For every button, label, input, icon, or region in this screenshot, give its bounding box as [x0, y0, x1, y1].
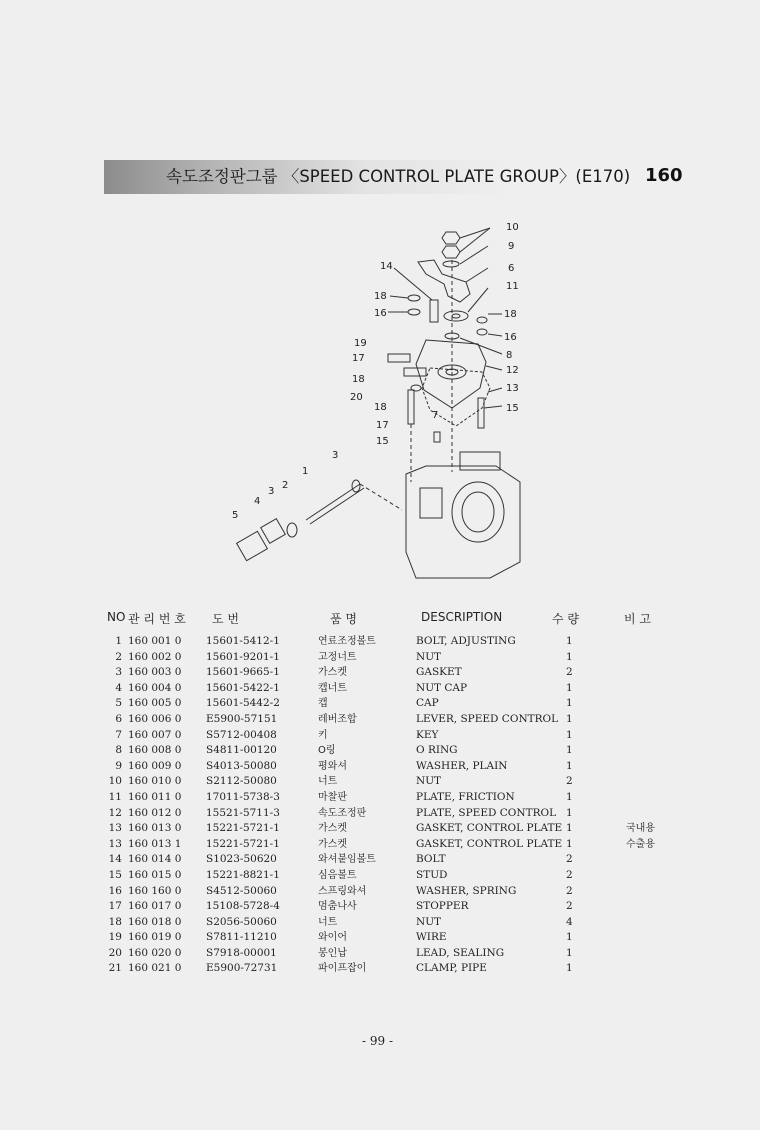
cell-name-kr: 고정너트: [318, 651, 357, 663]
nut-part: [442, 246, 460, 258]
callout: 18: [374, 402, 387, 413]
cell-part-no: 15601-9665-1: [206, 666, 280, 679]
callout: 13: [506, 383, 519, 394]
cell-code: 160 004 0: [128, 681, 182, 694]
cell-code: 160 018 0: [128, 915, 182, 928]
callout: 19: [354, 338, 367, 349]
cell-no: 11: [108, 790, 122, 803]
cell-no: 18: [108, 915, 122, 928]
cell-part-no: S4512-50060: [206, 884, 277, 897]
cell-description: BOLT, ADJUSTING: [416, 635, 516, 647]
header-description: DESCRIPTION: [421, 610, 503, 624]
cell-part-no: 15601-5412-1: [206, 635, 280, 647]
cell-part-no: S5712-00408: [206, 728, 277, 741]
page-title: 속도조정판그룹 〈SPEED CONTROL PLATE GROUP〉(E170): [166, 167, 631, 186]
cell-code: 160 001 0: [128, 635, 182, 647]
cell-quantity: 1: [566, 712, 573, 725]
stud-part: [478, 398, 484, 428]
cell-quantity: 2: [566, 868, 573, 881]
callout: 12: [506, 365, 519, 376]
cell-name-kr: 캡: [318, 698, 328, 710]
callout: 20: [350, 392, 363, 403]
cell-part-no: 15108-5728-4: [206, 900, 280, 913]
cap-part: [237, 531, 268, 560]
cell-description: NUT: [416, 775, 442, 788]
table-row: [0, 728, 760, 744]
cell-description: LEAD, SEALING: [416, 946, 505, 959]
cell-description: WASHER, PLAIN: [416, 759, 508, 772]
table-row: [0, 774, 760, 790]
cell-part-no: S7918-00001: [206, 946, 277, 959]
table-row: [0, 743, 760, 759]
cell-description: KEY: [416, 728, 439, 741]
cell-no: 5: [115, 697, 122, 710]
group-number: 160: [645, 165, 683, 186]
cell-part-no: S4013-50080: [206, 759, 277, 772]
cell-no: 13: [108, 822, 122, 835]
cell-part-no: 15221-8821-1: [206, 868, 280, 881]
table-row: [0, 915, 760, 931]
cell-quantity: 1: [566, 962, 573, 975]
cell-part-no: 15601-5422-1: [206, 681, 280, 694]
cell-no: 15: [108, 868, 122, 881]
cell-description: NUT CAP: [416, 681, 468, 694]
friction-plate-part: [444, 311, 468, 321]
cell-name-kr: 연료조정볼트: [318, 636, 376, 647]
cell-code: 160 010 0: [128, 775, 182, 788]
cell-remarks: 국내용: [626, 823, 655, 835]
cell-no: 3: [115, 666, 122, 679]
cell-description: STUD: [416, 868, 448, 881]
cell-code: 160 012 0: [128, 806, 182, 819]
cell-part-no: E5900-72731: [206, 962, 278, 975]
table-row: [0, 852, 760, 868]
cell-code: 160 008 0: [128, 744, 182, 757]
callout: 6: [508, 263, 515, 274]
cell-code: 160 017 0: [128, 900, 182, 913]
cell-name-kr: 와셔붙임볼트: [318, 854, 376, 866]
cell-part-no: 15601-5442-2: [206, 697, 280, 710]
cell-quantity: 1: [566, 650, 573, 663]
cell-name-kr: 가스켓: [318, 823, 347, 835]
cell-code: 160 014 0: [128, 853, 182, 866]
cell-description: WASHER, SPRING: [416, 884, 517, 897]
cell-quantity: 1: [566, 931, 573, 944]
table-row: [0, 790, 760, 806]
cell-name-kr: 너트: [318, 776, 338, 788]
header-remarks: 비 고: [624, 612, 651, 626]
cell-description: O RING: [416, 744, 458, 757]
cell-quantity: 1: [566, 837, 573, 850]
callout: 5: [232, 510, 239, 521]
header-name-kr: 품 명: [330, 612, 357, 626]
cell-name-kr: 가스켓: [318, 838, 347, 850]
callout: 17: [376, 420, 389, 431]
cell-code: 160 005 0: [128, 697, 182, 710]
cell-quantity: 1: [566, 806, 573, 819]
cell-name-kr: O링: [318, 745, 336, 757]
cell-description: CAP: [416, 697, 439, 710]
callout: 11: [506, 281, 519, 292]
cell-part-no: 15601-9201-1: [206, 650, 280, 663]
bolt-part: [430, 300, 438, 322]
stud-part: [408, 390, 414, 424]
cell-part-no: E5900-57151: [206, 712, 278, 725]
table-row: [0, 837, 760, 853]
cell-no: 16: [108, 884, 122, 897]
cell-description: PLATE, SPEED CONTROL: [416, 806, 557, 819]
callout: 7: [432, 410, 439, 421]
callout: 14: [380, 261, 393, 272]
page-number: - 99 -: [362, 1034, 394, 1048]
callout: 3: [268, 486, 275, 497]
callout: 10: [506, 222, 519, 233]
cell-name-kr: 캡너트: [318, 682, 347, 694]
cell-description: STOPPER: [416, 900, 469, 913]
cell-code: 160 019 0: [128, 931, 182, 944]
cell-name-kr: 너트: [318, 916, 338, 928]
cell-no: 20: [108, 946, 122, 959]
callout: 2: [282, 480, 289, 491]
cell-description: GASKET, CONTROL PLATE: [416, 837, 563, 850]
header-no: NO: [107, 610, 126, 624]
cell-name-kr: 봉인납: [318, 947, 347, 959]
header-part-no: 도 번: [212, 612, 239, 626]
nut-cap-part: [261, 519, 286, 544]
cell-code: 160 002 0: [128, 650, 182, 663]
cell-name-kr: 심음볼트: [318, 869, 357, 881]
callout: 18: [374, 291, 387, 302]
cell-name-kr: 평와셔: [318, 760, 347, 772]
key-part: [434, 432, 440, 442]
table-row: [0, 899, 760, 915]
callout: 16: [504, 332, 517, 343]
cell-description: GASKET: [416, 666, 462, 679]
cell-part-no: 17011-5738-3: [206, 790, 280, 803]
table-row: [0, 961, 760, 977]
exploded-parts-diagram: [220, 212, 560, 582]
cell-no: 2: [115, 650, 122, 663]
cell-code: 160 013 0: [128, 822, 182, 835]
callout: 18: [352, 374, 365, 385]
cell-description: PLATE, FRICTION: [416, 790, 515, 803]
cell-no: 14: [108, 853, 122, 866]
adjusting-bolt-part: [306, 484, 360, 520]
cell-code: 160 011 0: [128, 790, 182, 803]
cell-quantity: 2: [566, 775, 573, 788]
cell-code: 160 007 0: [128, 728, 182, 741]
callout: 3: [332, 450, 339, 461]
cell-quantity: 1: [566, 822, 573, 835]
cell-quantity: 1: [566, 728, 573, 741]
callout: 4: [254, 496, 261, 507]
cell-code: 160 009 0: [128, 759, 182, 772]
cell-quantity: 1: [566, 681, 573, 694]
cell-quantity: 2: [566, 900, 573, 913]
cell-name-kr: 멈춤나사: [318, 901, 357, 913]
callout: 18: [504, 309, 517, 320]
cell-code: 160 006 0: [128, 712, 182, 725]
cell-quantity: 1: [566, 759, 573, 772]
table-row: [0, 681, 760, 697]
table-row: [0, 696, 760, 712]
table-row: [0, 946, 760, 962]
table-row: [0, 868, 760, 884]
cell-description: GASKET, CONTROL PLATE: [416, 822, 563, 835]
table-row: [0, 634, 760, 650]
cell-description: NUT: [416, 915, 442, 928]
cell-name-kr: 레버조합: [318, 713, 357, 725]
table-row: [0, 884, 760, 900]
cell-no: 6: [115, 712, 122, 725]
cell-code: 160 013 1: [128, 837, 182, 850]
cell-name-kr: 와이어: [318, 932, 347, 944]
cell-code: 160 003 0: [128, 666, 182, 679]
cell-no: 10: [108, 775, 122, 788]
washer-part: [443, 261, 459, 267]
cell-name-kr: 키: [318, 729, 328, 741]
cell-code: 160 020 0: [128, 946, 182, 959]
cell-code: 160 021 0: [128, 962, 182, 975]
cell-part-no: S4811-00120: [206, 744, 277, 757]
table-row: [0, 806, 760, 822]
callout: 17: [352, 353, 365, 364]
header-quantity: 수 량: [552, 612, 579, 626]
table-row: [0, 821, 760, 837]
cell-description: LEVER, SPEED CONTROL: [416, 712, 559, 725]
cell-description: WIRE: [416, 931, 447, 944]
cell-description: NUT: [416, 650, 442, 663]
cell-name-kr: 속도조정판: [318, 807, 367, 819]
parts-list: [0, 634, 760, 977]
cell-quantity: 2: [566, 666, 573, 679]
cell-part-no: 15221-5721-1: [206, 837, 280, 850]
cell-no: 12: [108, 806, 122, 819]
callout: 15: [506, 403, 519, 414]
cell-quantity: 1: [566, 744, 573, 757]
cell-part-no: 15521-5711-3: [206, 806, 280, 819]
cell-name-kr: 파이프잡이: [318, 963, 367, 975]
cell-description: BOLT: [416, 853, 446, 866]
cell-no: 8: [115, 744, 122, 757]
cell-name-kr: 마찰판: [318, 791, 347, 803]
cell-no: 21: [108, 962, 122, 975]
cell-no: 1: [115, 635, 122, 647]
callout: 16: [374, 308, 387, 319]
cell-code: 160 160 0: [128, 884, 182, 897]
cell-quantity: 1: [566, 790, 573, 803]
cell-no: 4: [115, 681, 122, 694]
cell-part-no: S7811-11210: [206, 931, 277, 944]
table-row: [0, 650, 760, 666]
cell-no: 9: [115, 759, 122, 772]
gasket-part: [287, 523, 297, 537]
cell-part-no: S1023-50620: [206, 853, 277, 866]
cell-part-no: S2056-50060: [206, 915, 277, 928]
cell-part-no: S2112-50080: [206, 775, 277, 788]
table-row: [0, 930, 760, 946]
cell-code: 160 015 0: [128, 868, 182, 881]
cell-name-kr: 가스켓: [318, 667, 347, 679]
cell-description: CLAMP, PIPE: [416, 962, 487, 975]
cell-quantity: 4: [566, 915, 573, 928]
nut-part: [442, 232, 460, 244]
header-code: 관 리 번 호: [128, 612, 186, 626]
callout: 1: [302, 466, 309, 477]
cell-no: 19: [108, 931, 122, 944]
callout: 9: [508, 241, 515, 252]
cell-remarks: 수출용: [626, 838, 655, 850]
cell-quantity: 2: [566, 884, 573, 897]
cell-quantity: 1: [566, 635, 573, 647]
cell-quantity: 2: [566, 853, 573, 866]
table-row: [0, 712, 760, 728]
cell-quantity: 1: [566, 697, 573, 710]
cell-no: 13: [108, 837, 122, 850]
cell-quantity: 1: [566, 946, 573, 959]
table-row: [0, 665, 760, 681]
callout: 8: [506, 350, 513, 361]
cell-part-no: 15221-5721-1: [206, 822, 280, 835]
callout: 15: [376, 436, 389, 447]
cell-name-kr: 스프링와셔: [318, 885, 367, 897]
table-row: [0, 759, 760, 775]
cell-no: 17: [108, 900, 122, 913]
cell-no: 7: [115, 728, 122, 741]
